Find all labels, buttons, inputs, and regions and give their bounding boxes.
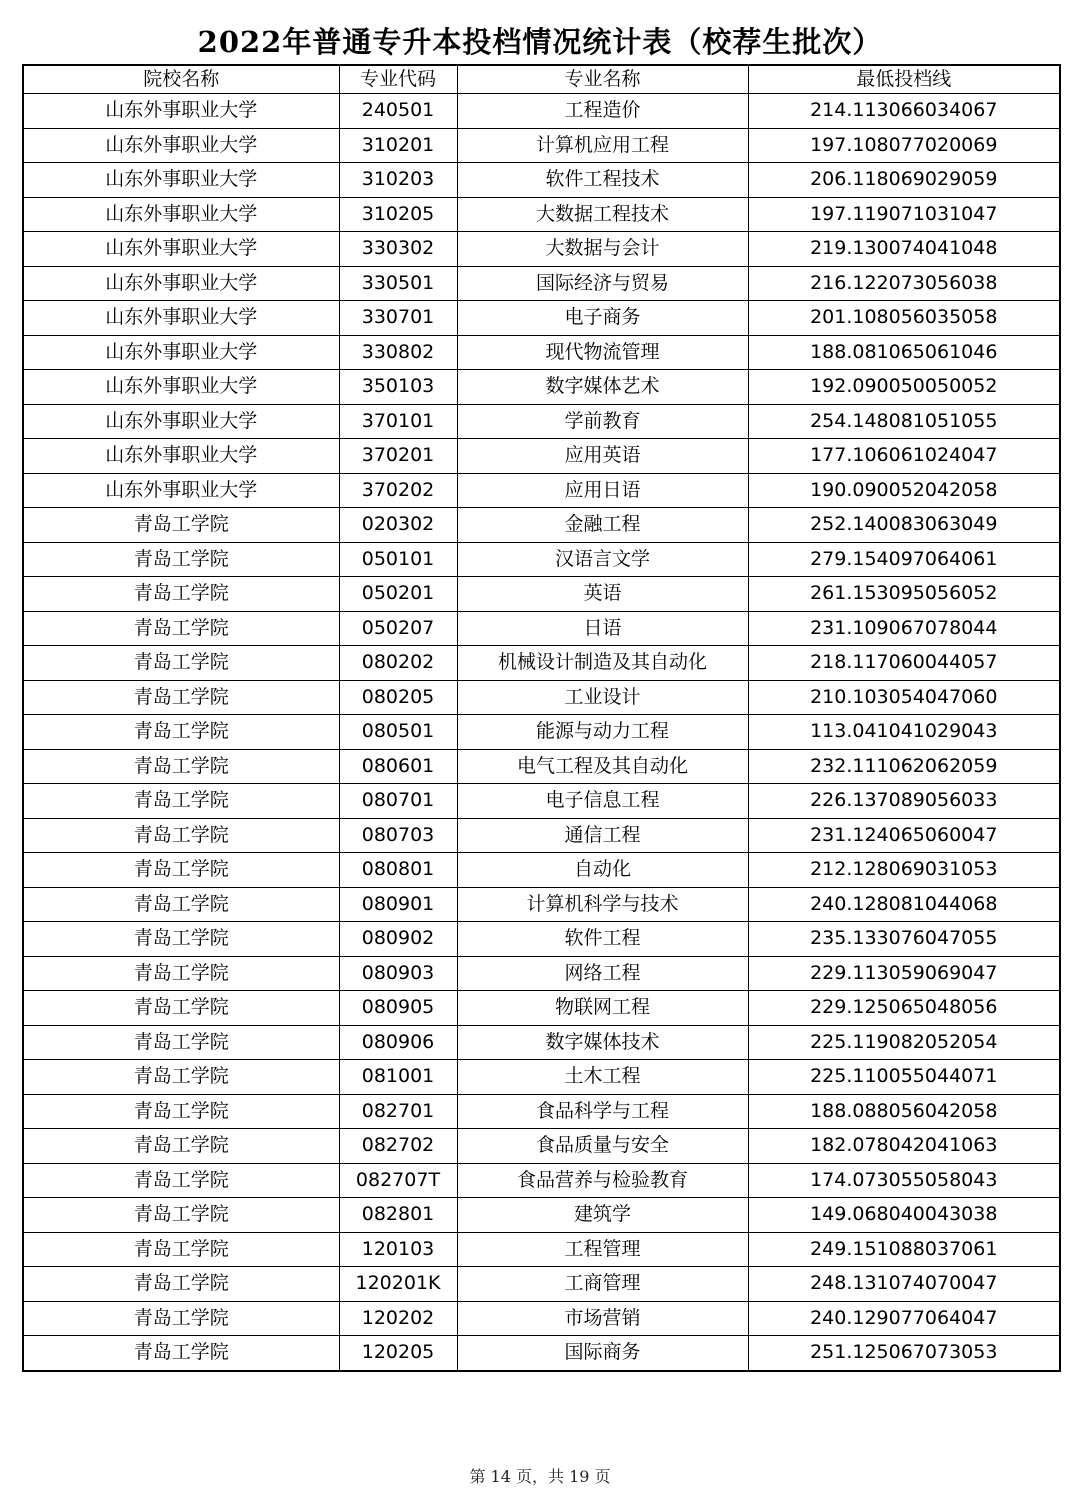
school-cell: 青岛工学院	[23, 1198, 339, 1233]
table-row	[23, 163, 1060, 198]
major-code-cell: 370202	[339, 473, 457, 508]
table-row	[23, 991, 1060, 1026]
major-name-cell: 数字媒体技术	[457, 1025, 748, 1060]
school-cell: 青岛工学院	[23, 818, 339, 853]
major-code-cell: 350103	[339, 370, 457, 405]
school-cell: 青岛工学院	[23, 646, 339, 681]
min-score-cell: 254.148081051055	[748, 404, 1060, 439]
page-title: 2022年普通专升本投档情况统计表（校荐生批次）	[197, 25, 883, 59]
major-name-cell: 工业设计	[457, 680, 748, 715]
major-name-cell: 英语	[457, 577, 748, 612]
major-code-cell: 330501	[339, 266, 457, 301]
major-name-cell: 工程管理	[457, 1232, 748, 1267]
min-score-cell: 188.088056042058	[748, 1094, 1060, 1129]
major-code-cell: 080205	[339, 680, 457, 715]
major-code-cell: 370201	[339, 439, 457, 474]
min-score-cell: 201.108056035058	[748, 301, 1060, 336]
table-row	[23, 1198, 1060, 1233]
school-cell: 山东外事职业大学	[23, 301, 339, 336]
min-score-cell: 149.068040043038	[748, 1198, 1060, 1233]
min-score-cell: 226.137089056033	[748, 784, 1060, 819]
major-code-cell: 330802	[339, 335, 457, 370]
min-score-cell: 216.122073056038	[748, 266, 1060, 301]
major-code-cell: 120205	[339, 1336, 457, 1371]
table-row	[23, 197, 1060, 232]
min-score-cell: 251.125067073053	[748, 1336, 1060, 1371]
table-row	[23, 370, 1060, 405]
school-cell: 青岛工学院	[23, 749, 339, 784]
major-name-cell: 食品科学与工程	[457, 1094, 748, 1129]
table-row	[23, 818, 1060, 853]
major-name-cell: 国际商务	[457, 1336, 748, 1371]
major-code-cell: 082707T	[339, 1163, 457, 1198]
page-footer: 第 14 页，共 19 页	[469, 1467, 611, 1486]
major-code-cell: 082701	[339, 1094, 457, 1129]
major-code-cell: 080601	[339, 749, 457, 784]
major-code-cell: 080902	[339, 922, 457, 957]
major-code-cell: 082702	[339, 1129, 457, 1164]
table-row	[23, 1336, 1060, 1371]
table-row	[23, 1060, 1060, 1095]
min-score-cell: 225.119082052054	[748, 1025, 1060, 1060]
school-cell: 青岛工学院	[23, 1129, 339, 1164]
table-row	[23, 680, 1060, 715]
school-cell: 青岛工学院	[23, 887, 339, 922]
major-code-cell: 370101	[339, 404, 457, 439]
table-row	[23, 1232, 1060, 1267]
table-row	[23, 439, 1060, 474]
major-code-cell: 080801	[339, 853, 457, 888]
school-cell: 青岛工学院	[23, 1025, 339, 1060]
school-cell: 青岛工学院	[23, 1267, 339, 1302]
school-cell: 青岛工学院	[23, 784, 339, 819]
major-code-cell: 310201	[339, 128, 457, 163]
school-cell: 山东外事职业大学	[23, 128, 339, 163]
major-name-cell: 计算机科学与技术	[457, 887, 748, 922]
major-name-cell: 软件工程	[457, 922, 748, 957]
major-name-cell: 网络工程	[457, 956, 748, 991]
school-cell: 青岛工学院	[23, 577, 339, 612]
table-row	[23, 232, 1060, 267]
major-name-cell: 应用英语	[457, 439, 748, 474]
school-cell: 山东外事职业大学	[23, 335, 339, 370]
table-row	[23, 577, 1060, 612]
min-score-cell: 235.133076047055	[748, 922, 1060, 957]
min-score-cell: 182.078042041063	[748, 1129, 1060, 1164]
min-score-cell: 261.153095056052	[748, 577, 1060, 612]
school-cell: 山东外事职业大学	[23, 197, 339, 232]
table-row	[23, 1267, 1060, 1302]
school-cell: 青岛工学院	[23, 1060, 339, 1095]
major-name-cell: 国际经济与贸易	[457, 266, 748, 301]
min-score-cell: 225.110055044071	[748, 1060, 1060, 1095]
min-score-cell: 252.140083063049	[748, 508, 1060, 543]
school-cell: 青岛工学院	[23, 956, 339, 991]
table-header-row	[23, 65, 1060, 94]
table-row	[23, 542, 1060, 577]
column-header-major-code: 专业代码	[339, 65, 457, 94]
major-name-cell: 软件工程技术	[457, 163, 748, 198]
major-code-cell: 020302	[339, 508, 457, 543]
table-body	[23, 94, 1060, 1371]
major-code-cell: 082801	[339, 1198, 457, 1233]
major-name-cell: 计算机应用工程	[457, 128, 748, 163]
major-name-cell: 工商管理	[457, 1267, 748, 1302]
min-score-cell: 240.129077064047	[748, 1301, 1060, 1336]
min-score-cell: 206.118069029059	[748, 163, 1060, 198]
table-row	[23, 887, 1060, 922]
major-name-cell: 物联网工程	[457, 991, 748, 1026]
major-name-cell: 大数据工程技术	[457, 197, 748, 232]
school-cell: 山东外事职业大学	[23, 439, 339, 474]
min-score-cell: 197.119071031047	[748, 197, 1060, 232]
school-cell: 山东外事职业大学	[23, 232, 339, 267]
major-name-cell: 市场营销	[457, 1301, 748, 1336]
table-row	[23, 128, 1060, 163]
school-cell: 青岛工学院	[23, 1336, 339, 1371]
major-code-cell: 330701	[339, 301, 457, 336]
school-cell: 青岛工学院	[23, 1301, 339, 1336]
admission-table	[22, 64, 1061, 1372]
min-score-cell: 190.090052042058	[748, 473, 1060, 508]
major-name-cell: 土木工程	[457, 1060, 748, 1095]
major-code-cell: 050201	[339, 577, 457, 612]
min-score-cell: 249.151088037061	[748, 1232, 1060, 1267]
school-cell: 山东外事职业大学	[23, 473, 339, 508]
table-row	[23, 749, 1060, 784]
table-row	[23, 1025, 1060, 1060]
major-code-cell: 240501	[339, 94, 457, 129]
column-header-school: 院校名称	[23, 65, 339, 94]
min-score-cell: 192.090050050052	[748, 370, 1060, 405]
major-name-cell: 大数据与会计	[457, 232, 748, 267]
table-row	[23, 1094, 1060, 1129]
major-code-cell: 080202	[339, 646, 457, 681]
min-score-cell: 229.125065048056	[748, 991, 1060, 1026]
min-score-cell: 212.128069031053	[748, 853, 1060, 888]
major-name-cell: 电气工程及其自动化	[457, 749, 748, 784]
table-row	[23, 715, 1060, 750]
major-name-cell: 日语	[457, 611, 748, 646]
school-cell: 青岛工学院	[23, 1163, 339, 1198]
school-cell: 青岛工学院	[23, 715, 339, 750]
table-row	[23, 1129, 1060, 1164]
major-name-cell: 应用日语	[457, 473, 748, 508]
major-name-cell: 自动化	[457, 853, 748, 888]
min-score-cell: 218.117060044057	[748, 646, 1060, 681]
min-score-cell: 279.154097064061	[748, 542, 1060, 577]
major-code-cell: 120201K	[339, 1267, 457, 1302]
table-row	[23, 784, 1060, 819]
school-cell: 青岛工学院	[23, 680, 339, 715]
school-cell: 山东外事职业大学	[23, 404, 339, 439]
major-name-cell: 食品质量与安全	[457, 1129, 748, 1164]
major-name-cell: 数字媒体艺术	[457, 370, 748, 405]
min-score-cell: 248.131074070047	[748, 1267, 1060, 1302]
school-cell: 青岛工学院	[23, 1094, 339, 1129]
major-code-cell: 330302	[339, 232, 457, 267]
table-row	[23, 853, 1060, 888]
major-code-cell: 310203	[339, 163, 457, 198]
school-cell: 青岛工学院	[23, 542, 339, 577]
table-row	[23, 94, 1060, 129]
major-code-cell: 050101	[339, 542, 457, 577]
major-code-cell: 080703	[339, 818, 457, 853]
table-row	[23, 956, 1060, 991]
major-code-cell: 080901	[339, 887, 457, 922]
min-score-cell: 177.106061024047	[748, 439, 1060, 474]
major-code-cell: 080906	[339, 1025, 457, 1060]
school-cell: 山东外事职业大学	[23, 370, 339, 405]
school-cell: 山东外事职业大学	[23, 266, 339, 301]
min-score-cell: 174.073055058043	[748, 1163, 1060, 1198]
min-score-cell: 219.130074041048	[748, 232, 1060, 267]
min-score-cell: 113.041041029043	[748, 715, 1060, 750]
school-cell: 青岛工学院	[23, 853, 339, 888]
table-row	[23, 508, 1060, 543]
major-name-cell: 汉语言文学	[457, 542, 748, 577]
min-score-cell: 240.128081044068	[748, 887, 1060, 922]
major-name-cell: 食品营养与检验教育	[457, 1163, 748, 1198]
school-cell: 青岛工学院	[23, 1232, 339, 1267]
major-name-cell: 电子商务	[457, 301, 748, 336]
table-row	[23, 611, 1060, 646]
school-cell: 青岛工学院	[23, 611, 339, 646]
min-score-cell: 214.113066034067	[748, 94, 1060, 129]
column-header-min-score: 最低投档线	[748, 65, 1060, 94]
column-header-major-name: 专业名称	[457, 65, 748, 94]
major-code-cell: 080701	[339, 784, 457, 819]
major-code-cell: 120202	[339, 1301, 457, 1336]
major-name-cell: 现代物流管理	[457, 335, 748, 370]
min-score-cell: 229.113059069047	[748, 956, 1060, 991]
major-name-cell: 机械设计制造及其自动化	[457, 646, 748, 681]
school-cell: 山东外事职业大学	[23, 163, 339, 198]
table-row	[23, 335, 1060, 370]
school-cell: 青岛工学院	[23, 991, 339, 1026]
min-score-cell: 232.111062062059	[748, 749, 1060, 784]
table-row	[23, 301, 1060, 336]
table-row	[23, 404, 1060, 439]
table-row	[23, 1301, 1060, 1336]
major-code-cell: 050207	[339, 611, 457, 646]
major-code-cell: 310205	[339, 197, 457, 232]
major-name-cell: 通信工程	[457, 818, 748, 853]
major-name-cell: 工程造价	[457, 94, 748, 129]
min-score-cell: 231.109067078044	[748, 611, 1060, 646]
min-score-cell: 188.081065061046	[748, 335, 1060, 370]
min-score-cell: 197.108077020069	[748, 128, 1060, 163]
major-name-cell: 电子信息工程	[457, 784, 748, 819]
school-cell: 青岛工学院	[23, 508, 339, 543]
table-row	[23, 922, 1060, 957]
major-name-cell: 能源与动力工程	[457, 715, 748, 750]
school-cell: 山东外事职业大学	[23, 94, 339, 129]
min-score-cell: 231.124065060047	[748, 818, 1060, 853]
major-code-cell: 080501	[339, 715, 457, 750]
min-score-cell: 210.103054047060	[748, 680, 1060, 715]
major-code-cell: 080903	[339, 956, 457, 991]
major-name-cell: 金融工程	[457, 508, 748, 543]
major-code-cell: 081001	[339, 1060, 457, 1095]
table-row	[23, 266, 1060, 301]
school-cell: 青岛工学院	[23, 922, 339, 957]
major-code-cell: 120103	[339, 1232, 457, 1267]
major-code-cell: 080905	[339, 991, 457, 1026]
major-name-cell: 学前教育	[457, 404, 748, 439]
table-row	[23, 1163, 1060, 1198]
major-name-cell: 建筑学	[457, 1198, 748, 1233]
table-row	[23, 473, 1060, 508]
table-row	[23, 646, 1060, 681]
